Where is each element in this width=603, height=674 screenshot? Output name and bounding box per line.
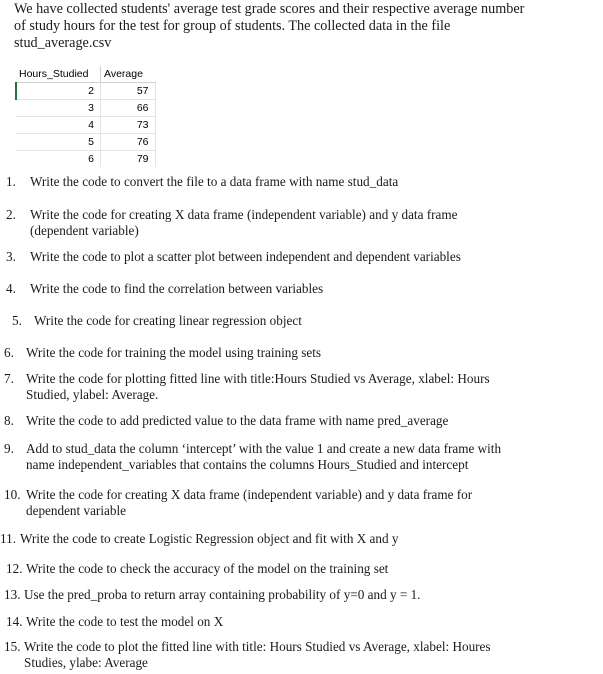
question-item (4, 371, 490, 403)
intro-line: stud_average.csv (14, 35, 112, 51)
question-item (4, 441, 501, 473)
table-cell: 4 (16, 117, 101, 134)
question-number: 4. (6, 281, 16, 296)
intro-line: We have collected students' average test grade scores and their respective average number (14, 1, 525, 17)
question-text: Write the code to check the accuracy of the model on the training set (26, 561, 389, 576)
question-text: Write the code to test the model on X (26, 614, 224, 629)
question-number: 14. (6, 614, 23, 629)
table-cell: 66 (101, 100, 156, 117)
table-row (16, 134, 155, 151)
question-number: 6. (4, 345, 14, 360)
csv-data-table (15, 66, 156, 167)
question-number: 12. (6, 561, 23, 576)
intro-paragraph (14, 1, 594, 52)
question-text: Write the code to find the correlation between variables (30, 281, 324, 296)
question-item (4, 487, 472, 519)
table-row (16, 151, 155, 168)
table-header-row (16, 66, 155, 83)
question-text: Write the code to convert the file to a data frame with name stud_data (30, 174, 399, 189)
table-cell: 79 (101, 151, 156, 168)
question-item (12, 313, 302, 329)
question-item (6, 174, 398, 190)
question-text: Write the code for training the model using training sets (26, 345, 322, 360)
question-item (6, 207, 457, 239)
question-text: Write the code to plot a scatter plot between independent and dependent variables (30, 249, 461, 264)
question-text: (dependent variable) (30, 223, 139, 238)
question-text: name independent_variables that contains the columns Hours_Studied and intercept (26, 457, 469, 472)
question-number: 7. (4, 371, 14, 386)
question-text: Write the code for creating X data frame (independent variable) and y data frame for (26, 487, 473, 502)
question-item (6, 281, 323, 297)
table-cell: 2 (16, 83, 101, 100)
question-text: Studies, ylabe: Average (24, 655, 148, 670)
intro-line: of study hours for the test for group of students. The collected data in the file (14, 18, 451, 34)
question-item (0, 531, 399, 547)
question-number: 2. (6, 207, 16, 222)
table-cell: 6 (16, 151, 101, 168)
question-text: Write the code for plotting fitted line with title:Hours Studied vs Average, xlabel: Hours (26, 371, 490, 386)
question-text: Studied, ylabel: Average. (26, 387, 159, 402)
question-item (6, 614, 223, 630)
question-number: 11. (0, 531, 16, 546)
table-row (16, 83, 155, 100)
question-number: 10. (4, 487, 21, 502)
question-item (6, 249, 461, 265)
question-number: 8. (4, 413, 14, 428)
question-number: 3. (6, 249, 16, 264)
question-text: Write the code for creating linear regression object (34, 313, 302, 328)
table-cell: 3 (16, 100, 101, 117)
question-item (4, 345, 321, 361)
table-cell: 76 (101, 134, 156, 151)
question-text: Add to stud_data the column ‘intercept’ with the value 1 and create a new data frame with (26, 441, 502, 456)
column-header-average: Average (101, 66, 156, 83)
question-item (6, 561, 388, 577)
table-cell: 57 (101, 83, 156, 100)
question-text: dependent variable (26, 503, 126, 518)
question-item (4, 639, 491, 671)
question-item (4, 587, 420, 603)
question-number: 5. (12, 313, 22, 328)
table-cell: 5 (16, 134, 101, 151)
question-text: Use the pred_proba to return array containing probability of y=0 and y = 1. (24, 587, 421, 602)
table-cell: 73 (101, 117, 156, 134)
question-text: Write the code to create Logistic Regression object and fit with X and y (20, 531, 399, 546)
question-number: 9. (4, 441, 14, 456)
question-text: Write the code to plot the fitted line with title: Hours Studied vs Average, xlabel: Houres (24, 639, 491, 654)
table-row (16, 117, 155, 134)
table-row (16, 100, 155, 117)
column-header-hours-studied: Hours_Studied (16, 66, 101, 83)
question-number: 13. (4, 587, 21, 602)
question-text: Write the code to add predicted value to the data frame with name pred_average (26, 413, 449, 428)
question-number: 1. (6, 174, 16, 189)
question-number: 15. (4, 639, 21, 654)
question-item (4, 413, 448, 429)
question-text: Write the code for creating X data frame (independent variable) and y data frame (30, 207, 458, 222)
